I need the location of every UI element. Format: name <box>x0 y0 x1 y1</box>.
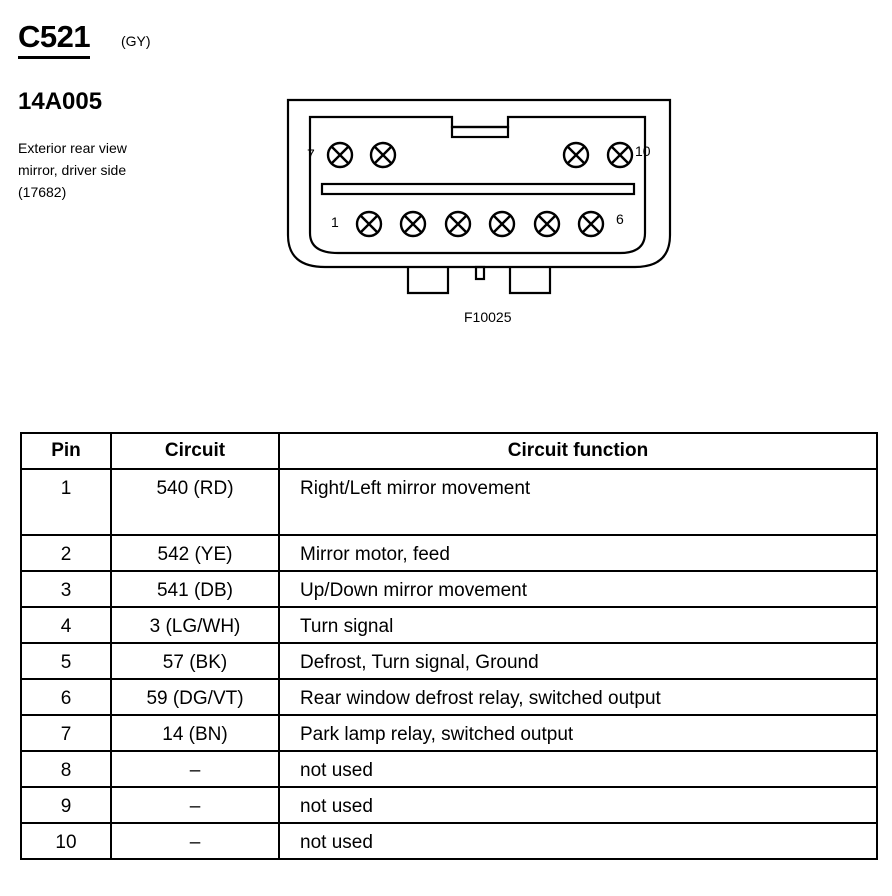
table-header-row <box>21 433 877 469</box>
pin-label-1: 1 <box>331 214 339 230</box>
cell-function: Rear window defrost relay, switched output <box>279 679 877 715</box>
cell-pin: 3 <box>21 571 111 607</box>
cell-function: Turn signal <box>279 607 877 643</box>
connector-description <box>18 137 178 203</box>
cell-function: Right/Left mirror movement <box>279 469 877 535</box>
table-row <box>21 823 877 859</box>
header-pin: Pin <box>21 433 111 469</box>
cell-pin: 10 <box>21 823 111 859</box>
table-row <box>21 787 877 823</box>
cell-pin: 4 <box>21 607 111 643</box>
cell-circuit: 14 (BN) <box>111 715 279 751</box>
connector-id: C521 <box>18 20 90 59</box>
cell-circuit: 542 (YE) <box>111 535 279 571</box>
cell-function: Up/Down mirror movement <box>279 571 877 607</box>
connector-latch-right <box>510 267 550 293</box>
cell-circuit: 57 (BK) <box>111 643 279 679</box>
terminal-10 <box>608 143 632 167</box>
cell-pin: 5 <box>21 643 111 679</box>
table-row <box>21 715 877 751</box>
cell-function: Park lamp relay, switched output <box>279 715 877 751</box>
cell-function: not used <box>279 823 877 859</box>
cell-function: Mirror motor, feed <box>279 535 877 571</box>
table-row <box>21 535 877 571</box>
pin-label-6: 6 <box>616 211 624 227</box>
header-circuit: Circuit <box>111 433 279 469</box>
cell-pin: 1 <box>21 469 111 535</box>
cell-circuit: – <box>111 823 279 859</box>
pin-table <box>20 432 878 860</box>
table-row <box>21 643 877 679</box>
terminal-3 <box>446 212 470 236</box>
table-row <box>21 679 877 715</box>
table-row <box>21 751 877 787</box>
cell-circuit: – <box>111 787 279 823</box>
cell-pin: 9 <box>21 787 111 823</box>
connector-face-diagram <box>280 95 680 300</box>
cell-function: not used <box>279 787 877 823</box>
terminal-6 <box>579 212 603 236</box>
cell-circuit: 540 (RD) <box>111 469 279 535</box>
description-line: mirror, driver side <box>18 162 127 178</box>
cell-pin: 8 <box>21 751 111 787</box>
terminal-8 <box>371 143 395 167</box>
terminal-1 <box>357 212 381 236</box>
cell-circuit: 541 (DB) <box>111 571 279 607</box>
pin-label-10: 10 <box>635 143 651 159</box>
part-number: 14A005 <box>18 88 103 115</box>
cell-pin: 7 <box>21 715 111 751</box>
description-line: Exterior rear view <box>18 140 127 156</box>
cell-circuit: 3 (LG/WH) <box>111 607 279 643</box>
cell-function: not used <box>279 751 877 787</box>
description-line: (17682) <box>18 184 67 200</box>
connector-latch-left <box>408 267 448 293</box>
terminal-2 <box>401 212 425 236</box>
connector-color: (GY) <box>121 33 151 49</box>
terminal-7 <box>328 143 352 167</box>
figure-id: F10025 <box>464 309 512 325</box>
cell-pin: 2 <box>21 535 111 571</box>
cell-circuit: 59 (DG/VT) <box>111 679 279 715</box>
terminal-9 <box>564 143 588 167</box>
table-row <box>21 607 877 643</box>
cell-function: Defrost, Turn signal, Ground <box>279 643 877 679</box>
connector-key-tab <box>452 127 508 137</box>
connector-center-stub <box>476 267 484 279</box>
connector-divider-bar <box>322 184 634 194</box>
terminal-4 <box>490 212 514 236</box>
cell-pin: 6 <box>21 679 111 715</box>
table-row <box>21 469 877 535</box>
pin-label-7: 7 <box>307 146 315 162</box>
terminal-5 <box>535 212 559 236</box>
header-circuit-function: Circuit function <box>279 433 877 469</box>
cell-circuit: – <box>111 751 279 787</box>
table-row <box>21 571 877 607</box>
